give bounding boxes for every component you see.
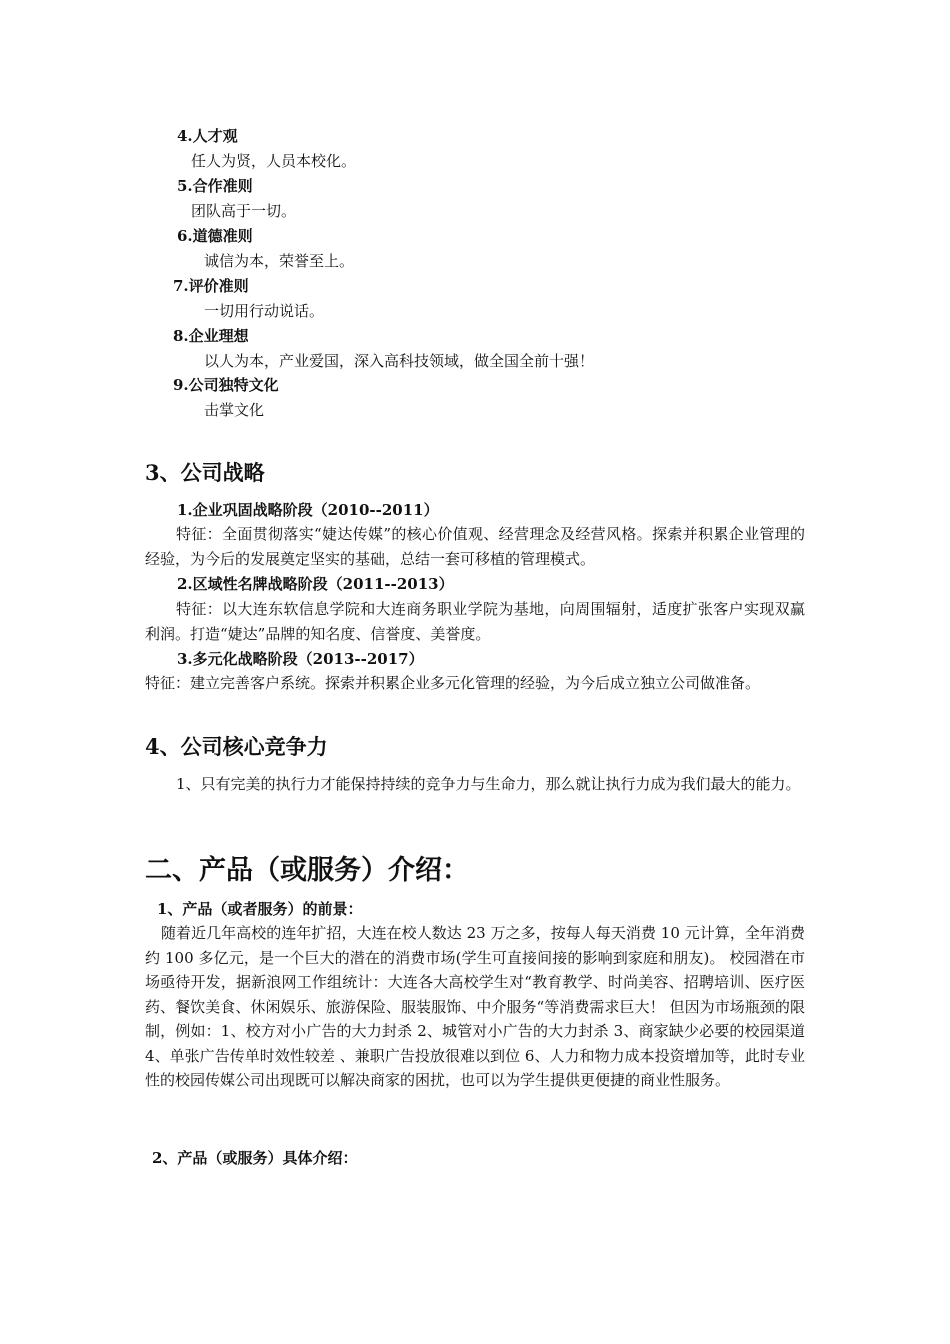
value-title: 6.道德准则	[177, 227, 253, 245]
section-heading-core: 4、公司核心竞争力	[145, 734, 328, 759]
value-text: 击掌文化	[204, 401, 265, 419]
value-text: 一切用行动说话。	[204, 302, 325, 320]
value-text: 团队高于一切。	[191, 202, 297, 220]
stage-text: 特征：建立完善客户系统。探索并积累企业多元化管理的经验，为今后成立独立公司做准备。	[145, 674, 761, 692]
stage-title: 3.多元化战略阶段（2013--2017）	[177, 650, 424, 668]
product-subheading: 1、产品（或者服务）的前景：	[157, 900, 363, 918]
value-text: 任人为贤，人员本校化。	[191, 152, 357, 170]
value-title: 8.企业理想	[173, 327, 249, 345]
value-title: 7.评价准则	[173, 277, 249, 295]
product-paragraph: 随着近几年高校的连年扩招，大连在校人数达 23 万之多，按每人每天消费 10 元计算，全年消费约 100 多亿元，是一个巨大的潜在的消费市场(学生可直接间接的影响到家庭和朋友)。 校园潜在市场亟待开发，据新浪网工作组统计：大连各大高校学生对“教育教学、时尚美容、招聘培训、医疗医药、餐饮美食、休闲娱乐、旅游保险、服装服饰、中介服务“等消费需求巨大！ 但因为市场瓶颈的限制，例如：1、校方对小广告的大力封杀 2、城管对小广告的大力封杀 3、商家缺少必要的校园渠道 4、单张广告传单时效性较差 、兼职广告投放很难以到位 6、人力和物力成本投资增加等，此时专业性的校园传媒公司出现既可以解决商家的困扰，也可以为学生提供更便捷的商业性服务。	[145, 924, 805, 1089]
value-text: 诚信为本，荣誉至上。	[204, 252, 355, 270]
stage-title: 1.企业巩固战略阶段（2010--2011）	[177, 501, 439, 519]
value-title: 5.合作准则	[177, 177, 253, 195]
chapter-heading-product: 二、产品（或服务）介绍：	[145, 855, 469, 886]
section-heading-strategy: 3、公司战略	[145, 460, 265, 485]
stage-text: 特征：全面贯彻落实“婕达传媒”的核心价值观、经营理念及经营风格。探索并积累企业管理的经验，为今后的发展奠定坚实的基础，总结一套可移植的管理模式。	[145, 525, 805, 568]
core-text: 1、只有完美的执行力才能保持持续的竞争力与生命力，那么就让执行力成为我们最大的能力。	[176, 775, 801, 793]
value-title: 9.公司独特文化	[173, 376, 279, 394]
product-subheading: 2、产品（或服务）具体介绍：	[152, 1149, 358, 1167]
value-text: 以人为本，产业爱国，深入高科技领域，做全国全前十强！	[204, 352, 595, 370]
value-title: 4.人才观	[177, 127, 238, 145]
stage-text: 特征：以大连东软信息学院和大连商务职业学院为基地，向周围辐射，适度扩张客户实现双赢利润。打造“婕达”品牌的知名度、信誉度、美誉度。	[145, 600, 805, 643]
stage-title: 2.区域性名牌战略阶段（2011--2013）	[177, 575, 454, 593]
